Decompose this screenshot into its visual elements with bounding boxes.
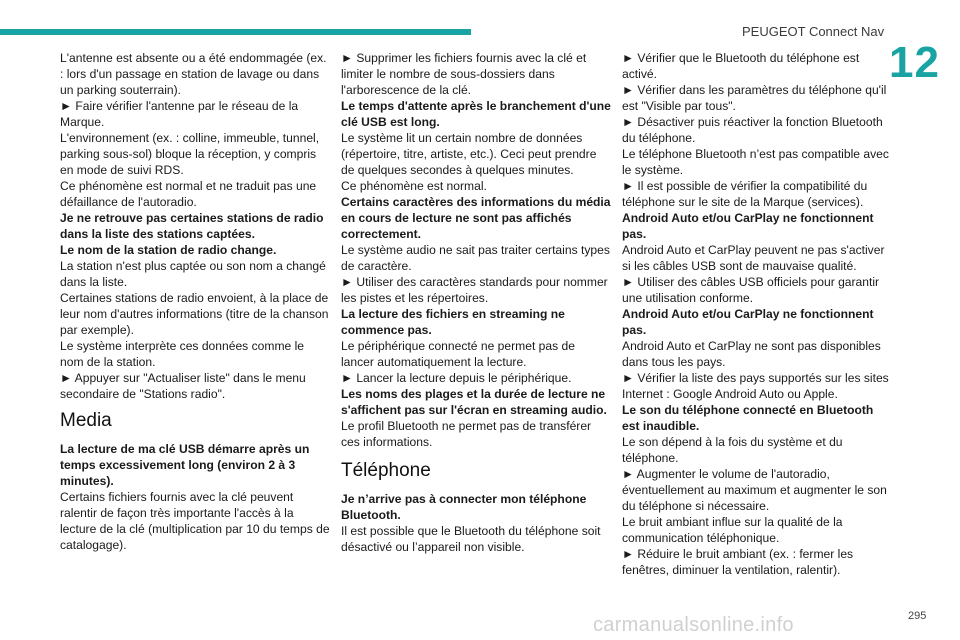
header-accent-bar [0, 29, 471, 35]
question-heading: Le temps d'attente après le branchement d'une clé USB est long. [341, 99, 611, 129]
question-heading: Android Auto et/ou CarPlay ne fonctionnent pas. [622, 211, 874, 241]
paragraph: Ce phénomène est normal. [341, 179, 487, 193]
paragraph: ► Vérifier la liste des pays supportés sur les sites Internet : Google Android Auto ou Apple. [622, 371, 889, 401]
chapter-number: 12 [889, 38, 940, 87]
paragraph: Android Auto et CarPlay peuvent ne pas s'activer si les câbles USB sont de mauvaise qualité. [622, 243, 885, 273]
paragraph: L'antenne est absente ou a été endommagée (ex. : lors d'un passage en station de lavage ou dans un parking souterrain). [60, 51, 327, 97]
paragraph: ► Désactiver puis réactiver la fonction Bluetooth du téléphone. [622, 115, 883, 145]
paragraph: ► Augmenter le volume de l'autoradio, éventuellement au maximum et augmenter le son du téléphone si nécessaire. [622, 467, 887, 513]
question-heading: La lecture des fichiers en streaming ne commence pas. [341, 307, 565, 337]
watermark: carmanualsonline.info [593, 614, 794, 636]
paragraph: ► Supprimer les fichiers fournis avec la clé et limiter le nombre de sous-dossiers dans l'arborescence de la clé. [341, 51, 587, 97]
text-column-1 [60, 50, 330, 553]
text-column-2 [341, 50, 611, 555]
paragraph: Il est possible que le Bluetooth du téléphone soit désactivé ou l’appareil non visible. [341, 524, 601, 554]
question-heading: Je n’arrive pas à connecter mon téléphone Bluetooth. [341, 492, 587, 522]
paragraph: Le système audio ne sait pas traiter certains types de caractère. [341, 243, 610, 273]
paragraph: La station n'est plus captée ou son nom a changé dans la liste. [60, 259, 326, 289]
question-heading: Android Auto et/ou CarPlay ne fonctionnent pas. [622, 307, 874, 337]
question-heading: Les noms des plages et la durée de lecture ne s'affichent pas sur l'écran en streaming audio. [341, 387, 607, 417]
paragraph: Android Auto et CarPlay ne sont pas disponibles dans tous les pays. [622, 339, 881, 369]
page-number: 295 [908, 610, 927, 622]
paragraph: ► Vérifier que le Bluetooth du téléphone est activé. [622, 51, 860, 81]
paragraph: Le système lit un certain nombre de données (répertoire, titre, artiste, etc.). Ceci peut prendre de quelques secondes à quelques minutes. [341, 131, 597, 177]
section-heading: Media [60, 410, 112, 431]
question-heading: Le son du téléphone connecté en Bluetooth est inaudible. [622, 403, 874, 433]
paragraph: ► Vérifier dans les paramètres du téléphone qu'il est "Visible par tous". [622, 83, 887, 113]
paragraph: Le son dépend à la fois du système et du téléphone. [622, 435, 843, 465]
paragraph: Ce phénomène est normal et ne traduit pas une défaillance de l'autoradio. [60, 179, 317, 209]
text-column-3 [622, 50, 892, 578]
paragraph: ► Appuyer sur "Actualiser liste" dans le menu secondaire de "Stations radio". [60, 371, 306, 401]
paragraph: L'environnement (ex. : colline, immeuble, tunnel, parking sous-sol) bloque la réception, y compris en mode de suivi RDS. [60, 131, 320, 177]
paragraph: Le bruit ambiant influe sur la qualité de la communication téléphonique. [622, 515, 843, 545]
paragraph: Le système interprète ces données comme le nom de la station. [60, 339, 305, 369]
question-heading: Je ne retrouve pas certaines stations de radio dans la liste des stations captées. [60, 211, 324, 241]
paragraph: Certaines stations de radio envoient, à la place de leur nom d'autres informations (titre de la chanson par exemple). [60, 291, 329, 337]
paragraph: ► Utiliser des caractères standards pour nommer les pistes et les répertoires. [341, 275, 608, 305]
paragraph: ► Il est possible de vérifier la compatibilité du téléphone sur le site de la Marque (services). [622, 179, 868, 209]
paragraph: ► Lancer la lecture depuis le périphérique. [341, 371, 572, 385]
paragraph: ► Faire vérifier l'antenne par le réseau de la Marque. [60, 99, 299, 129]
paragraph: ► Réduire le bruit ambiant (ex. : fermer les fenêtres, diminuer la ventilation, ralentir). [622, 547, 854, 577]
paragraph: Le téléphone Bluetooth n’est pas compatible avec le système. [622, 147, 889, 177]
section-heading: Téléphone [341, 460, 431, 481]
paragraph: Le périphérique connecté ne permet pas de lancer automatiquement la lecture. [341, 339, 575, 369]
paragraph: Certains fichiers fournis avec la clé peuvent ralentir de façon très importante l'accès à la lecture de la clé (multiplication par 10 du temps de catalogage). [60, 490, 330, 552]
question-heading: La lecture de ma clé USB démarre après un temps excessivement long (environ 2 à 3 minutes). [60, 442, 310, 488]
paragraph: ► Utiliser des câbles USB officiels pour garantir une utilisation conforme. [622, 275, 880, 305]
paragraph: Le profil Bluetooth ne permet pas de transférer ces informations. [341, 419, 592, 449]
question-heading: Le nom de la station de radio change. [60, 243, 277, 257]
header-title: PEUGEOT Connect Nav [742, 24, 885, 39]
question-heading: Certains caractères des informations du média en cours de lecture ne sont pas affichés correctement. [341, 195, 611, 241]
